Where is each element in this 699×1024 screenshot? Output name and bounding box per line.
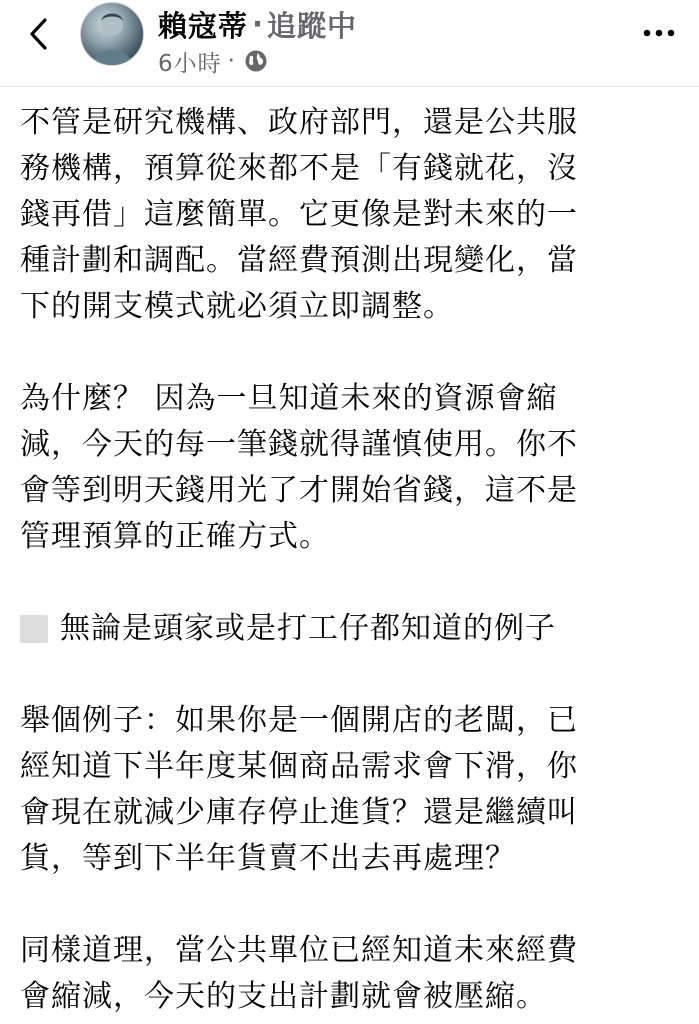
post-header [0, 0, 699, 87]
author-line [158, 4, 357, 44]
meta-separator: · [227, 48, 235, 74]
avatar-image [81, 3, 143, 65]
post-paragraph: 為什麼？ 因為一旦知道未來的資源會縮 減，今天的每一筆錢就得謹慎使用。你不 會等到明天錢用光了才開始省錢，這不是 管理預算的正確方式。 [20, 381, 578, 554]
author-name[interactable]: 賴寇蒂 [158, 8, 249, 43]
paragraph-gap [20, 330, 680, 376]
post-paragraph: 同樣道理，當公共單位已經知道未來經費 會縮減，今天的支出計劃就會被壓縮。 [20, 933, 578, 1014]
more-options-button[interactable] [641, 18, 677, 48]
post-timestamp[interactable]: 6小時 [158, 50, 222, 77]
paragraph-gap [20, 882, 680, 928]
more-horizontal-icon [643, 29, 675, 37]
paragraph-gap [20, 652, 680, 698]
post-meta [158, 44, 269, 78]
avatar[interactable] [80, 2, 144, 66]
post-paragraph: 舉個例子：如果你是一個開店的老闆，已 經知道下半年度某個商品需求會下滑，你 會現在就減少庫存停止進貨？還是繼續叫 貨，等到下半年貨賣不出去再處理？ [20, 703, 578, 876]
section-heading [20, 606, 680, 652]
follow-status[interactable]: 追蹤中 [267, 8, 358, 43]
post-paragraph: 不管是研究機構、政府部門，還是公共服 務機構，預算從來都不是「有錢就花，沒 錢再借」這麼簡單。它更像是對未來的一 種計劃和調配。當經費預測出現變化，當 下的開支模式就必須立即調整。 [20, 105, 578, 324]
name-separator: · [252, 7, 264, 41]
section-heading-text: 無論是頭家或是打工仔都知道的例子 [60, 611, 556, 646]
paragraph-gap [20, 560, 680, 606]
back-button[interactable] [20, 14, 56, 54]
post-body [20, 100, 680, 1020]
chevron-left-icon [27, 16, 49, 52]
globe-icon [243, 48, 269, 74]
square-bullet-icon [20, 615, 48, 643]
